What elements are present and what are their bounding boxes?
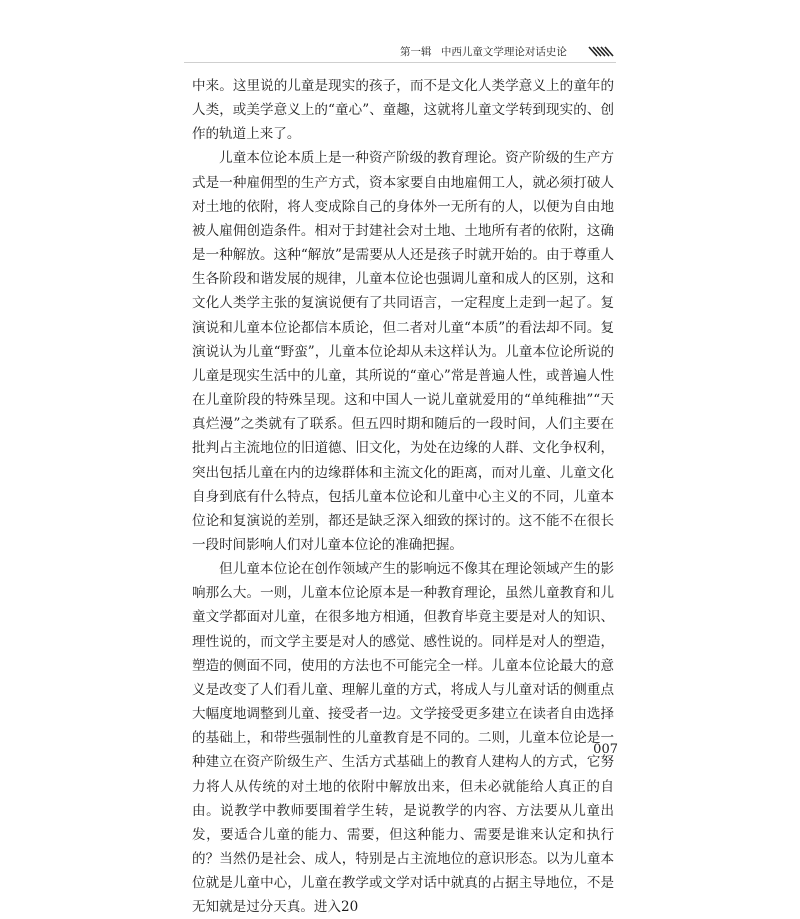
header-rule: [184, 62, 616, 63]
body-text: [192, 74, 614, 919]
diagonal-stripes-icon: [588, 44, 616, 58]
running-head: [400, 44, 610, 60]
running-head-part: 第一辑: [400, 46, 432, 58]
paragraph: 儿童本位论本质上是一种资产阶级的教育理论。资产阶级的生产方式是一种雇佣型的生产方式，资本家要自由地雇佣工人，就必须打破人对土地的依附，将人变成除自己的身体外一无所有的人，以便为自由地被人雇佣创造条件。相对于封建社会对土地、土地所有者的依附，这确是一种解放。这种“解放”是需要从人还是孩子时就开始的。由于尊重人生各阶段和谐发展的规律，儿童本位论也强调儿童和成人的区别，这和文化人类学主张的复演说便有了共同语言，一定程度上走到一起了。复演说和儿童本位论都信本质论，但二者对儿童“本质”的看法却不同。复演说认为儿童“野蛮”，儿童本位论却从未这样认为。儿童本位论所说的儿童是现实生活中的儿童，其所说的“童心”常是普遍人性，或普遍人性在儿童阶段的特殊呈现。这和中国人一说儿童就爱用的“单纯稚拙”“天真烂漫”之类就有了联系。但五四时期和随后的一段时间，人们主要在批判占主流地位的旧道德、旧文化，为处在边缘的人群、文化争权利，突出包括儿童在内的边缘群体和主流文化的距离，而对儿童、儿童文化自身到底有什么特点，包括儿童本位论和儿童中心主义的不同，儿童本位论和复演说的差别，都还是缺乏深入细致的探讨的。这不能不在很长一段时间影响人们对儿童本位论的准确把握。: [192, 150, 614, 553]
running-head-title: 中西儿童文学理论对话史论: [440, 46, 567, 58]
page-number: 007: [593, 742, 618, 757]
paragraph: 但儿童本位论在创作领域产生的影响远不像其在理论领域产生的影响那么大。一则，儿童本位论原本是一种教育理论，虽然儿童教育和儿童文学都面对儿童，在很多地方相通，但教育毕竟主要是对人的知识、理性说的，而文学主要是对人的感觉、感性说的。同样是对人的塑造，塑造的侧面不同，使用的方法也不可能完全一样。儿童本位论最大的意义是改变了人们看儿童、理解儿童的方式，将成人与儿童对话的侧重点大幅度地调整到儿童、接受者一边。文学接受更多建立在读者自由选择的基础上，和带些强制性的儿童教育是不同的。二则，儿童本位论是一种建立在资产阶级生产、生活方式基础上的教育人建构人的方式，它努力将人从传统的对土地的依附中解放出来，但未必就能给人真正的自由。说教学中教师要围着学生转，是说教学的内容、方法要从儿童出发，要适合儿童的能力、需要，但这种能力、需要是谁来认定和执行的？当然仍是社会、成人，特别是占主流地位的意识形态。以为儿童本位就是儿童中心，儿童在教学或文学对话中就真的占据主导地位，不是无知就是过分天真。进入20: [192, 561, 614, 916]
paragraph-continuation: 中来。这里说的儿童是现实的孩子，而不是文化人类学意义上的童年的人类，或美学意义上的“童心”、童趣，这就将儿童文学转到现实的、创作的轨道上来了。: [192, 78, 614, 143]
